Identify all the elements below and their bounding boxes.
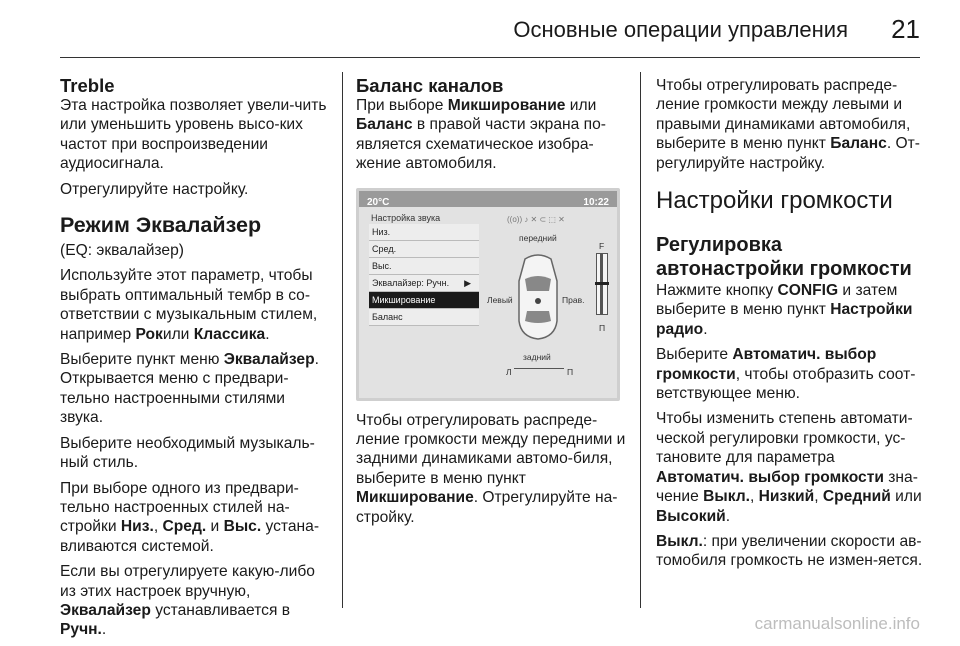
fader-paragraph: Чтобы отрегулировать распреде-ление громкости между передними и задними динамиками автомо-биля, выберите в меню пункт Микширование. Отрегулируйте на-стройку. xyxy=(356,411,626,526)
balance-paragraph-1: При выборе Микширование или Баланс в правой части экрана по-является схематическое изобра-жение автомобиля. xyxy=(356,97,606,173)
treble-paragraph: Эта настройка позволяет увели-чить или уменьшить уровень высо-ких частот при воспроизведении аудиосигнала. xyxy=(60,97,327,173)
label-balance-left: Л xyxy=(506,366,512,377)
label-balance-right: П xyxy=(567,366,574,377)
page-header xyxy=(0,0,960,56)
auto-volume-paragraph-1: Нажмите кнопку CONFIG и затем выберите в меню пункт Настройки радио. xyxy=(656,282,913,338)
equalizer-paragraph-2: Выберите пункт меню Эквалайзер. Открывается меню с предвари-тельно настроенными стилями звука. xyxy=(60,351,319,427)
auto-volume-paragraph-3: Чтобы изменить степень автомати-ческой регулировки громкости, ус-тановите для параметра Автоматич. выбор громкости зна-чение Выкл., Низкий, Средний или Высокий. xyxy=(656,410,922,525)
label-fader-rear: П xyxy=(599,322,606,333)
equalizer-heading: Режим Эквалайзер xyxy=(60,213,262,238)
auto-volume-paragraph-2: Выберите Автоматич. выбор громкости, чтобы отобразить соот-ветствующее меню. xyxy=(656,346,916,403)
auto-volume-heading: Регулировка автонастройки громкости xyxy=(656,234,912,281)
menu-item-fader: Микширование xyxy=(369,292,479,309)
label-fader-front: F xyxy=(599,240,605,251)
fader-slider xyxy=(596,253,608,315)
screen-temperature: 20°C xyxy=(367,196,390,208)
label-right: Прав. xyxy=(562,294,585,305)
equalizer-paragraph-5: Если вы отрегулируете какую-либо из этих настроек вручную, Эквалайзер устанавливается в Ручн.. xyxy=(60,563,315,639)
equalizer-paragraph-4: При выборе одного из предвари-тельно настроенных стилей на-стройки Низ., Сред. и Выс. устана-вливаются системой. xyxy=(60,479,320,555)
balance-slider xyxy=(514,366,564,369)
screen-status-icons: ((o)) ♪ ✕ ⊂ ⬚ ✕ xyxy=(507,214,565,224)
infotainment-screenshot xyxy=(356,188,620,401)
screen-clock: 10:22 xyxy=(583,196,609,208)
column-divider-2 xyxy=(640,72,641,608)
header-divider xyxy=(60,57,920,58)
column-1 xyxy=(60,76,332,646)
menu-item-mid: Сред. xyxy=(369,241,479,258)
menu-item-balance: Баланс xyxy=(369,309,479,326)
page-number: 21 xyxy=(891,14,920,44)
column-3 xyxy=(656,76,926,577)
equalizer-subtitle: (EQ: эквалайзер) xyxy=(60,242,184,260)
label-front: передний xyxy=(519,232,557,243)
page-title: Основные операции управления xyxy=(513,17,848,42)
watermark-text: carmanualsonline.info xyxy=(754,614,920,633)
equalizer-paragraph-3: Выберите необходимый музыкаль-ный стиль. xyxy=(60,434,315,472)
menu-item-treble: Выс. xyxy=(369,258,479,275)
balance-paragraph-2: Чтобы отрегулировать распреде-ление громкости между левыми и правыми динамиками автомобиля, выберите в меню пункт Баланс. От-регулируйте настройку. xyxy=(656,77,920,172)
menu-item-equalizer: Эквалайзер: Ручн. ▶ xyxy=(369,275,479,292)
equalizer-paragraph-1: Используйте этот параметр, чтобы выбрать оптимальный тембр в со-ответствии с музыкальным стилем, например Рокили Классика. xyxy=(60,267,318,343)
balance-heading: Баланс каналов xyxy=(356,75,504,96)
screen-status-bar xyxy=(359,191,617,207)
volume-settings-heading: Настройки громкости xyxy=(656,187,893,215)
screen-menu-title: Настройка звука xyxy=(371,212,441,223)
column-divider-1 xyxy=(342,72,343,608)
treble-instruction: Отрегулируйте настройку. xyxy=(60,180,249,198)
auto-volume-paragraph-4: Выкл.: при увеличении скорости ав-томобиля громкость не измен-яется. xyxy=(656,532,923,570)
menu-item-bass: Низ. xyxy=(369,224,479,241)
column-2 xyxy=(356,76,628,533)
label-rear: задний xyxy=(523,351,551,362)
car-schematic-icon xyxy=(511,251,565,341)
label-left: Левый xyxy=(487,294,513,305)
screen-display xyxy=(359,191,617,398)
treble-heading: Treble xyxy=(60,75,115,96)
play-arrow-icon: ▶ xyxy=(464,277,471,288)
sound-settings-menu xyxy=(369,224,479,326)
